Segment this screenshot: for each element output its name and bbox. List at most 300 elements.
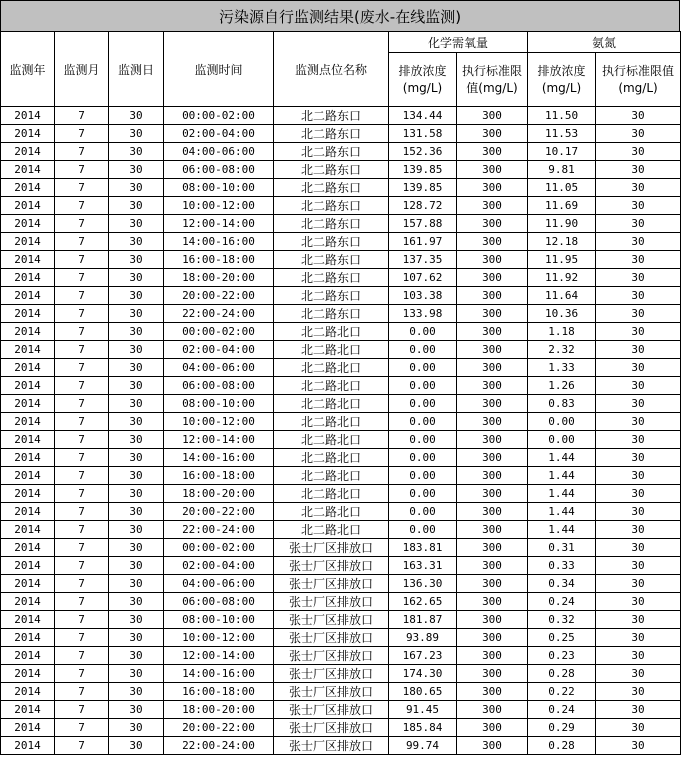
nh3-limit-cell: 30 [596,431,681,449]
nh3-limit-cell: 30 [596,107,681,125]
table-row [1,251,681,269]
table-row [1,593,681,611]
time-cell: 02:00-04:00 [164,341,274,359]
time-cell: 00:00-02:00 [164,539,274,557]
day-cell: 30 [109,125,164,143]
table-row [1,179,681,197]
cod-concentration-cell: 133.98 [389,305,457,323]
table-row [1,629,681,647]
table-row [1,143,681,161]
nh3-concentration-cell: 11.64 [528,287,596,305]
table-row [1,575,681,593]
site-cell: 北二路东口 [274,305,389,323]
month-cell: 7 [55,557,109,575]
day-cell: 30 [109,197,164,215]
cod-concentration-cell: 167.23 [389,647,457,665]
day-cell: 30 [109,431,164,449]
time-cell: 18:00-20:00 [164,269,274,287]
year-cell: 2014 [1,701,55,719]
day-cell: 30 [109,665,164,683]
year-cell: 2014 [1,737,55,755]
cod-limit-cell: 300 [457,377,528,395]
site-cell: 北二路北口 [274,413,389,431]
cod-concentration-cell: 157.88 [389,215,457,233]
cod-concentration-cell: 0.00 [389,521,457,539]
nh3-limit-cell: 30 [596,197,681,215]
cod-concentration-cell: 107.62 [389,269,457,287]
year-cell: 2014 [1,269,55,287]
cod-limit-cell: 300 [457,287,528,305]
cod-limit-cell: 300 [457,611,528,629]
table-row [1,557,681,575]
month-cell: 7 [55,359,109,377]
site-cell: 张士厂区排放口 [274,593,389,611]
cod-limit-cell: 300 [457,503,528,521]
nh3-limit-cell: 30 [596,521,681,539]
day-cell: 30 [109,485,164,503]
nh3-limit-cell: 30 [596,719,681,737]
time-cell: 08:00-10:00 [164,395,274,413]
cod-concentration-cell: 185.84 [389,719,457,737]
nh3-concentration-cell: 0.00 [528,431,596,449]
cod-concentration-cell: 0.00 [389,503,457,521]
cod-concentration-cell: 91.45 [389,701,457,719]
table-row [1,395,681,413]
cod-concentration-cell: 134.44 [389,107,457,125]
day-cell: 30 [109,539,164,557]
nh3-limit-cell: 30 [596,413,681,431]
month-cell: 7 [55,395,109,413]
header-time: 监测时间 [164,32,274,107]
table-row [1,683,681,701]
month-cell: 7 [55,431,109,449]
cod-concentration-cell: 128.72 [389,197,457,215]
nh3-concentration-cell: 0.28 [528,737,596,755]
month-cell: 7 [55,665,109,683]
cod-limit-cell: 300 [457,557,528,575]
time-cell: 12:00-14:00 [164,431,274,449]
nh3-concentration-cell: 1.44 [528,485,596,503]
year-cell: 2014 [1,305,55,323]
day-cell: 30 [109,557,164,575]
nh3-limit-cell: 30 [596,251,681,269]
nh3-limit-cell: 30 [596,359,681,377]
table-row [1,611,681,629]
cod-concentration-cell: 161.97 [389,233,457,251]
cod-concentration-cell: 103.38 [389,287,457,305]
day-cell: 30 [109,233,164,251]
year-cell: 2014 [1,143,55,161]
cod-limit-cell: 300 [457,647,528,665]
cod-concentration-cell: 131.58 [389,125,457,143]
cod-limit-cell: 300 [457,521,528,539]
nh3-limit-cell: 30 [596,323,681,341]
year-cell: 2014 [1,521,55,539]
day-cell: 30 [109,647,164,665]
day-cell: 30 [109,305,164,323]
time-cell: 20:00-22:00 [164,503,274,521]
day-cell: 30 [109,449,164,467]
site-cell: 北二路北口 [274,503,389,521]
time-cell: 12:00-14:00 [164,647,274,665]
site-cell: 北二路东口 [274,125,389,143]
year-cell: 2014 [1,287,55,305]
month-cell: 7 [55,143,109,161]
year-cell: 2014 [1,575,55,593]
nh3-limit-cell: 30 [596,737,681,755]
site-cell: 张士厂区排放口 [274,719,389,737]
year-cell: 2014 [1,179,55,197]
day-cell: 30 [109,467,164,485]
cod-limit-cell: 300 [457,413,528,431]
time-cell: 22:00-24:00 [164,521,274,539]
header-site: 监测点位名称 [274,32,389,107]
nh3-concentration-cell: 1.18 [528,323,596,341]
table-row [1,485,681,503]
site-cell: 张士厂区排放口 [274,611,389,629]
time-cell: 00:00-02:00 [164,323,274,341]
header-cod-group: 化学需氧量 [389,32,528,53]
table-row [1,305,681,323]
year-cell: 2014 [1,197,55,215]
time-cell: 14:00-16:00 [164,665,274,683]
month-cell: 7 [55,611,109,629]
cod-limit-cell: 300 [457,449,528,467]
day-cell: 30 [109,413,164,431]
nh3-limit-cell: 30 [596,467,681,485]
table-header [1,32,681,107]
year-cell: 2014 [1,251,55,269]
table-row [1,701,681,719]
year-cell: 2014 [1,125,55,143]
month-cell: 7 [55,287,109,305]
year-cell: 2014 [1,431,55,449]
nh3-limit-cell: 30 [596,701,681,719]
month-cell: 7 [55,341,109,359]
site-cell: 张士厂区排放口 [274,539,389,557]
nh3-concentration-cell: 11.92 [528,269,596,287]
year-cell: 2014 [1,107,55,125]
site-cell: 北二路北口 [274,395,389,413]
nh3-concentration-cell: 0.23 [528,647,596,665]
time-cell: 12:00-14:00 [164,215,274,233]
nh3-limit-cell: 30 [596,341,681,359]
month-cell: 7 [55,629,109,647]
report-title: 污染源自行监测结果(废水-在线监测) [0,0,680,32]
day-cell: 30 [109,323,164,341]
month-cell: 7 [55,197,109,215]
nh3-limit-cell: 30 [596,611,681,629]
site-cell: 北二路东口 [274,179,389,197]
table-row [1,539,681,557]
table-row [1,377,681,395]
nh3-limit-cell: 30 [596,539,681,557]
table-row [1,125,681,143]
day-cell: 30 [109,269,164,287]
month-cell: 7 [55,161,109,179]
table-row [1,287,681,305]
cod-limit-cell: 300 [457,629,528,647]
header-month: 监测月 [55,32,109,107]
cod-limit-cell: 300 [457,575,528,593]
year-cell: 2014 [1,323,55,341]
month-cell: 7 [55,467,109,485]
site-cell: 北二路北口 [274,377,389,395]
time-cell: 04:00-06:00 [164,143,274,161]
time-cell: 14:00-16:00 [164,233,274,251]
cod-concentration-cell: 93.89 [389,629,457,647]
nh3-limit-cell: 30 [596,161,681,179]
table-row [1,665,681,683]
time-cell: 22:00-24:00 [164,737,274,755]
day-cell: 30 [109,503,164,521]
site-cell: 北二路北口 [274,521,389,539]
day-cell: 30 [109,629,164,647]
site-cell: 北二路东口 [274,215,389,233]
nh3-concentration-cell: 0.83 [528,395,596,413]
cod-concentration-cell: 163.31 [389,557,457,575]
day-cell: 30 [109,179,164,197]
month-cell: 7 [55,575,109,593]
cod-limit-cell: 300 [457,107,528,125]
time-cell: 18:00-20:00 [164,701,274,719]
cod-limit-cell: 300 [457,197,528,215]
nh3-limit-cell: 30 [596,305,681,323]
nh3-limit-cell: 30 [596,557,681,575]
nh3-concentration-cell: 1.44 [528,503,596,521]
site-cell: 张士厂区排放口 [274,737,389,755]
nh3-limit-cell: 30 [596,125,681,143]
nh3-concentration-cell: 0.34 [528,575,596,593]
cod-concentration-cell: 0.00 [389,449,457,467]
cod-concentration-cell: 174.30 [389,665,457,683]
cod-limit-cell: 300 [457,485,528,503]
cod-limit-cell: 300 [457,431,528,449]
nh3-limit-cell: 30 [596,233,681,251]
nh3-concentration-cell: 0.24 [528,701,596,719]
year-cell: 2014 [1,359,55,377]
year-cell: 2014 [1,503,55,521]
site-cell: 北二路北口 [274,359,389,377]
table-row [1,647,681,665]
day-cell: 30 [109,701,164,719]
time-cell: 00:00-02:00 [164,107,274,125]
cod-limit-cell: 300 [457,341,528,359]
cod-concentration-cell: 180.65 [389,683,457,701]
time-cell: 10:00-12:00 [164,413,274,431]
site-cell: 张士厂区排放口 [274,557,389,575]
cod-concentration-cell: 0.00 [389,323,457,341]
year-cell: 2014 [1,593,55,611]
nh3-limit-cell: 30 [596,179,681,197]
cod-concentration-cell: 99.74 [389,737,457,755]
site-cell: 北二路东口 [274,287,389,305]
month-cell: 7 [55,107,109,125]
year-cell: 2014 [1,683,55,701]
day-cell: 30 [109,377,164,395]
cod-concentration-cell: 0.00 [389,431,457,449]
time-cell: 06:00-08:00 [164,593,274,611]
time-cell: 10:00-12:00 [164,629,274,647]
nh3-limit-cell: 30 [596,503,681,521]
site-cell: 北二路东口 [274,143,389,161]
site-cell: 北二路北口 [274,467,389,485]
time-cell: 10:00-12:00 [164,197,274,215]
cod-limit-cell: 300 [457,665,528,683]
cod-concentration-cell: 183.81 [389,539,457,557]
cod-limit-cell: 300 [457,251,528,269]
site-cell: 北二路北口 [274,485,389,503]
month-cell: 7 [55,521,109,539]
time-cell: 20:00-22:00 [164,287,274,305]
nh3-concentration-cell: 11.95 [528,251,596,269]
day-cell: 30 [109,395,164,413]
year-cell: 2014 [1,647,55,665]
day-cell: 30 [109,737,164,755]
cod-concentration-cell: 136.30 [389,575,457,593]
table-row [1,413,681,431]
cod-concentration-cell: 152.36 [389,143,457,161]
cod-limit-cell: 300 [457,539,528,557]
nh3-limit-cell: 30 [596,665,681,683]
day-cell: 30 [109,575,164,593]
day-cell: 30 [109,107,164,125]
header-nh3-group: 氨氮 [528,32,681,53]
nh3-concentration-cell: 9.81 [528,161,596,179]
time-cell: 02:00-04:00 [164,557,274,575]
month-cell: 7 [55,269,109,287]
month-cell: 7 [55,251,109,269]
site-cell: 北二路东口 [274,233,389,251]
table-row [1,215,681,233]
day-cell: 30 [109,719,164,737]
nh3-concentration-cell: 10.17 [528,143,596,161]
nh3-concentration-cell: 10.36 [528,305,596,323]
nh3-concentration-cell: 11.50 [528,107,596,125]
year-cell: 2014 [1,341,55,359]
nh3-concentration-cell: 12.18 [528,233,596,251]
site-cell: 北二路东口 [274,107,389,125]
nh3-concentration-cell: 0.22 [528,683,596,701]
time-cell: 06:00-08:00 [164,377,274,395]
table-row [1,431,681,449]
cod-concentration-cell: 139.85 [389,179,457,197]
cod-concentration-cell: 0.00 [389,485,457,503]
nh3-concentration-cell: 0.33 [528,557,596,575]
month-cell: 7 [55,539,109,557]
month-cell: 7 [55,719,109,737]
table-row [1,161,681,179]
site-cell: 北二路东口 [274,197,389,215]
nh3-limit-cell: 30 [596,683,681,701]
table-row [1,503,681,521]
time-cell: 18:00-20:00 [164,485,274,503]
cod-limit-cell: 300 [457,305,528,323]
time-cell: 16:00-18:00 [164,467,274,485]
table-row [1,323,681,341]
month-cell: 7 [55,449,109,467]
year-cell: 2014 [1,611,55,629]
header-nh3-concentration: 排放浓度(mg/L) [528,53,596,107]
site-cell: 张士厂区排放口 [274,701,389,719]
month-cell: 7 [55,503,109,521]
header-day: 监测日 [109,32,164,107]
cod-limit-cell: 300 [457,323,528,341]
time-cell: 08:00-10:00 [164,179,274,197]
nh3-concentration-cell: 11.90 [528,215,596,233]
cod-limit-cell: 300 [457,395,528,413]
month-cell: 7 [55,305,109,323]
site-cell: 北二路东口 [274,269,389,287]
time-cell: 04:00-06:00 [164,359,274,377]
time-cell: 08:00-10:00 [164,611,274,629]
day-cell: 30 [109,161,164,179]
header-year: 监测年 [1,32,55,107]
monitoring-results-table [0,31,681,755]
day-cell: 30 [109,683,164,701]
nh3-concentration-cell: 2.32 [528,341,596,359]
table-row [1,197,681,215]
cod-limit-cell: 300 [457,737,528,755]
cod-limit-cell: 300 [457,215,528,233]
nh3-concentration-cell: 0.25 [528,629,596,647]
time-cell: 16:00-18:00 [164,683,274,701]
site-cell: 张士厂区排放口 [274,647,389,665]
cod-limit-cell: 300 [457,233,528,251]
year-cell: 2014 [1,377,55,395]
table-row [1,107,681,125]
month-cell: 7 [55,485,109,503]
cod-concentration-cell: 137.35 [389,251,457,269]
year-cell: 2014 [1,539,55,557]
nh3-limit-cell: 30 [596,575,681,593]
time-cell: 16:00-18:00 [164,251,274,269]
cod-limit-cell: 300 [457,683,528,701]
site-cell: 北二路东口 [274,161,389,179]
site-cell: 北二路北口 [274,341,389,359]
nh3-concentration-cell: 0.00 [528,413,596,431]
year-cell: 2014 [1,557,55,575]
cod-concentration-cell: 0.00 [389,413,457,431]
time-cell: 22:00-24:00 [164,305,274,323]
nh3-concentration-cell: 11.53 [528,125,596,143]
site-cell: 张士厂区排放口 [274,665,389,683]
table-row [1,719,681,737]
month-cell: 7 [55,233,109,251]
table-row [1,521,681,539]
nh3-limit-cell: 30 [596,593,681,611]
year-cell: 2014 [1,449,55,467]
nh3-concentration-cell: 11.69 [528,197,596,215]
nh3-limit-cell: 30 [596,485,681,503]
cod-concentration-cell: 139.85 [389,161,457,179]
site-cell: 张士厂区排放口 [274,683,389,701]
cod-limit-cell: 300 [457,719,528,737]
nh3-limit-cell: 30 [596,449,681,467]
year-cell: 2014 [1,629,55,647]
month-cell: 7 [55,125,109,143]
nh3-concentration-cell: 1.44 [528,467,596,485]
site-cell: 张士厂区排放口 [274,575,389,593]
table-row [1,341,681,359]
site-cell: 北二路北口 [274,431,389,449]
cod-limit-cell: 300 [457,269,528,287]
nh3-limit-cell: 30 [596,143,681,161]
cod-concentration-cell: 0.00 [389,359,457,377]
month-cell: 7 [55,179,109,197]
time-cell: 14:00-16:00 [164,449,274,467]
day-cell: 30 [109,143,164,161]
